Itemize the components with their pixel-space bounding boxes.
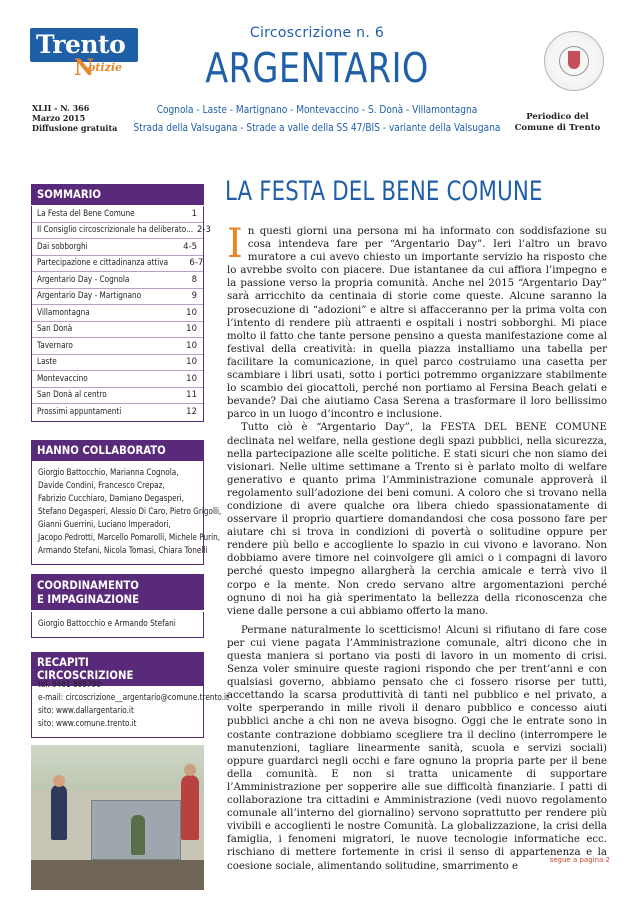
article-paragraph <box>227 221 607 421</box>
seal-shield-icon <box>568 51 580 69</box>
logo-n-letter: N <box>74 55 95 81</box>
photo-person-head <box>53 775 65 787</box>
sommario-title: SOMMARIO <box>37 187 102 201</box>
circoscrizione-seal-icon <box>544 31 604 91</box>
article-headline: LA FESTA DEL BENE COMUNE <box>225 176 543 207</box>
toc-item-page: 8 <box>191 274 197 285</box>
issue-date: Marzo 2015 <box>32 113 86 123</box>
article-paragraph: Permane naturalmente lo scetticismo! Alcuni si rifiutano di fare cose per cui viene pagata l’Amministrazione comunale, altri dicono che in questa maniera si portano via posti di lavoro in un momento di crisi. Senza voler sminuire queste ragioni rispondo che per trent’anni e con qualsiasi governo, abbiamo pensato che ci fossero risorse per tutti, accettando la scarsa produttività di tanti nel pubblico e nel privato, a volte sperperando in mille rivoli il denaro pubblico e concesso aiuti pubblici anche a chi non ne aveva bisogno. Oggi che le entrate sono in costante contrazione dobbiamo scegliere tra il declino (interrompere le manutenzioni, tagliare linearmente sanità, scuola e servizi sociali) oppure guardarci negli occhi e fare ognuno la propria parte per il bene della comunità. E non si tratta unicamente di supportare l’Amministrazione per sopperire alle sue difficoltà finanziarie. I patti di collaborazione tra cittadini e Amministrazione (vedi nuovo regolamento comunale all’interno del giornalino) servono soprattutto per rendere più vivibili e accoglienti le nostre Comunità. La globalizzazione, la crisi della famiglia, i fenomeni migratori, le nuove tecnologie informatiche ecc. rischiano di mettere fortemente in crisi il senso di appartenenza e la coesione sociale, alimentando solitudine, smarrimento e <box>227 624 607 872</box>
collaborato-line: Stefano Degasperi, Alessio Di Caro, Pietro Grigolli, <box>38 507 222 517</box>
recapiti-site-link[interactable]: sito: www.comune.trento.it <box>38 719 137 729</box>
toc-item[interactable] <box>32 388 203 405</box>
toc-item[interactable] <box>32 289 203 306</box>
toc-item[interactable] <box>32 404 203 421</box>
toc-item-page: 10 <box>186 324 197 335</box>
toc-item-page: 2-3 <box>197 225 211 236</box>
toc-item-label: San Donà <box>37 324 73 335</box>
toc-item-page: 12 <box>186 407 197 418</box>
photo-person <box>51 785 67 840</box>
toc-item[interactable] <box>32 338 203 355</box>
logo-notizie-word: otizie <box>88 61 123 74</box>
toc-item[interactable] <box>32 256 203 273</box>
photo-person-head <box>184 764 196 776</box>
collaborato-title: HANNO COLLABORATO <box>37 443 166 457</box>
recapiti-body <box>31 673 229 738</box>
coordinamento-title-line-2: E IMPAGINAZIONE <box>37 592 140 606</box>
toc-item-label: Tavernaro <box>37 340 73 351</box>
recapiti-site-link[interactable]: sito: www.dallargentario.it <box>38 706 134 716</box>
coordinamento-heading <box>31 574 204 610</box>
photo-person <box>181 775 199 840</box>
sommario-heading <box>31 184 204 205</box>
coordinamento-text: Giorgio Battocchio e Armando Stefani <box>38 619 176 629</box>
periodico-label <box>510 112 605 134</box>
circoscrizione-label: Circoscrizione n. 6 <box>249 25 385 41</box>
places-line-1: Cognola - Laste - Martignano - Montevaccino - S. Donà - Villamontagna <box>156 104 478 116</box>
toc-item-page: 10 <box>186 357 197 368</box>
toc-item-label: Partecipazione e cittadinanza attiva <box>37 258 169 269</box>
masthead-title: ARGENTARIO <box>205 44 429 92</box>
toc-item[interactable] <box>32 305 203 322</box>
toc-item-label: Montevaccino <box>37 373 88 384</box>
photo-ground <box>31 860 204 890</box>
article-dropcap: I <box>227 221 243 267</box>
toc-item-label: La Festa del Bene Comune <box>37 208 135 219</box>
toc-item-page: 4-5 <box>183 241 197 252</box>
places-line-2: Strada della Valsugana - Strade a valle della SS 47/BIS - variante della Valsugana <box>133 122 501 134</box>
article-body <box>227 221 607 873</box>
toc-item-page: 10 <box>186 373 197 384</box>
continued-link[interactable]: segue a pagina 2 <box>549 856 610 864</box>
collaborato-heading <box>31 440 204 461</box>
toc-item[interactable] <box>32 272 203 289</box>
article-paragraph: Tutto ciò è “Argentario Day”, la FESTA DEL BENE COMUNE declinata nel welfare, nella gestione degli spazi pubblici, nella sicurezza, nella partecipazione alle scelte politiche. E stati sicuri che non siamo dei visionari. Nelle ultime settimane a Trento si è parlato molto di welfare generativo e quanto prima l’Amministrazione comunale approverà il regolamento sull’adozione dei beni comuni. A coloro che si trovano nella condizione di avere qualche ora libera chiedo spassionatamente di osservare il proprio quartiere domandandosi che cosa possono fare per aiutare chi si trova in condizioni di povertà o solitudine oppure per rendere più bello e accogliente lo spazio in cui vivono e lavorano. Non dobbiamo avere timore nel coinvolgere gli amici o i compagni di lavoro perché questo impegno allargherà la cerchia amicale e terrà vivo il corpo e la mente. Non credo servano altre argomentazioni perché ognuno di noi ha già sperimentato la bellezza della riconoscenza che viene dalle persone a cui abbiamo offerto la mano. <box>227 422 607 617</box>
toc-item[interactable] <box>32 322 203 339</box>
toc-item-label: Dai sobborghi <box>37 241 88 252</box>
toc-item-page: 1 <box>191 208 197 219</box>
periodico-line-2: Comune di Trento <box>514 123 601 133</box>
collaborato-line: Gianni Guerrini, Luciano Imperadori, <box>38 520 171 530</box>
toc-item[interactable] <box>32 239 203 256</box>
issue-distribution: Diffusione gratuita <box>32 123 118 133</box>
article-paragraph-text: n questi giorni una persona mi ha informato con soddisfazione su cosa intendeva fare per “Argentario Day”. Ieri l’altro un bravo muratore a cui avevo chiesto un importante servizio ha risposto che lo avrebbe svolto con piacere. Due istantanee da cui affiora l’impegno e la passione verso la propria comunità. Anche nel 2015 “Argentario Day” sarà arricchito da centinaia di storie come queste. Alcune saranno la prosecuzione di “adozioni” e altre si affacceranno per la prima volta con l’intento di rendere più attraenti e ospitali i nostri sobborghi. Mi piace molto il fatto che tante persone pensino a questa manifestazione come al festival della creatività: in quella piazza installiamo una tabella per facilitare la comunicazione, in quel parco costruiamo una casetta per scambiare i libri usati, sotto i portici potremmo organizzare stabilmente lo scambio dei giocattoli, perché non portiamo al Fersina Beach gelati e bevande? Dai che aiutiamo Casa Serena a trasformare il loro bellissimo parco in un luogo d’incontro e inclusione. <box>227 226 607 421</box>
toc-item[interactable] <box>32 371 203 388</box>
issue-number: XLII - N. 366 <box>32 103 90 113</box>
toc-item-label: Argentario Day - Martignano <box>37 291 142 302</box>
volunteers-photo <box>31 745 204 890</box>
toc-item-page: 10 <box>186 307 197 318</box>
toc-item[interactable] <box>32 355 203 372</box>
photo-person <box>131 815 145 855</box>
collaborato-line: Giorgio Battocchio, Marianna Cognola, <box>38 468 179 478</box>
collaborato-line: Fabrizio Cucchiaro, Damiano Degasperi, <box>38 494 184 504</box>
toc-item[interactable] <box>32 223 211 240</box>
collaborato-list <box>31 461 222 565</box>
toc-item-label: San Donà al centro <box>37 390 107 401</box>
coordinamento-body <box>31 612 204 638</box>
collaborato-line: Jacopo Pedrotti, Marcello Pomarolli, Michele Purin, <box>38 533 221 543</box>
toc-item-label: Villamontagna <box>37 307 90 318</box>
toc-item-page: 11 <box>186 390 197 401</box>
coordinamento-title-line-1: COORDINAMENTO <box>37 578 139 592</box>
sommario-list <box>31 206 211 422</box>
toc-item-page: 10 <box>186 340 197 351</box>
toc-item-label: Prossimi appuntamenti <box>37 407 122 418</box>
toc-item-label: Il Consiglio circoscrizionale ha deliberato... <box>37 225 194 236</box>
periodico-line-1: Periodico del <box>526 112 589 122</box>
toc-item-label: Laste <box>37 357 57 368</box>
toc-item-page: 9 <box>191 291 197 302</box>
toc-item-label: Argentario Day - Cognola <box>37 274 130 285</box>
recapiti-email[interactable]: e-mail: circoscrizione__argentario@comune.trento.it <box>38 693 229 703</box>
recapiti-title: RECAPITI CIRCOSCRIZIONE <box>37 655 134 682</box>
recapiti-phone: tel. 0461 889790 <box>38 680 101 690</box>
toc-item-page: 6-7 <box>189 258 204 269</box>
logo-trento-word: Trento <box>30 28 138 62</box>
collaborato-line: Armando Stefani, Nicola Tomasi, Chiara Tonelli <box>38 546 208 556</box>
collaborato-line: Davide Condini, Francesco Crepaz, <box>38 481 165 491</box>
toc-item[interactable] <box>32 206 203 223</box>
